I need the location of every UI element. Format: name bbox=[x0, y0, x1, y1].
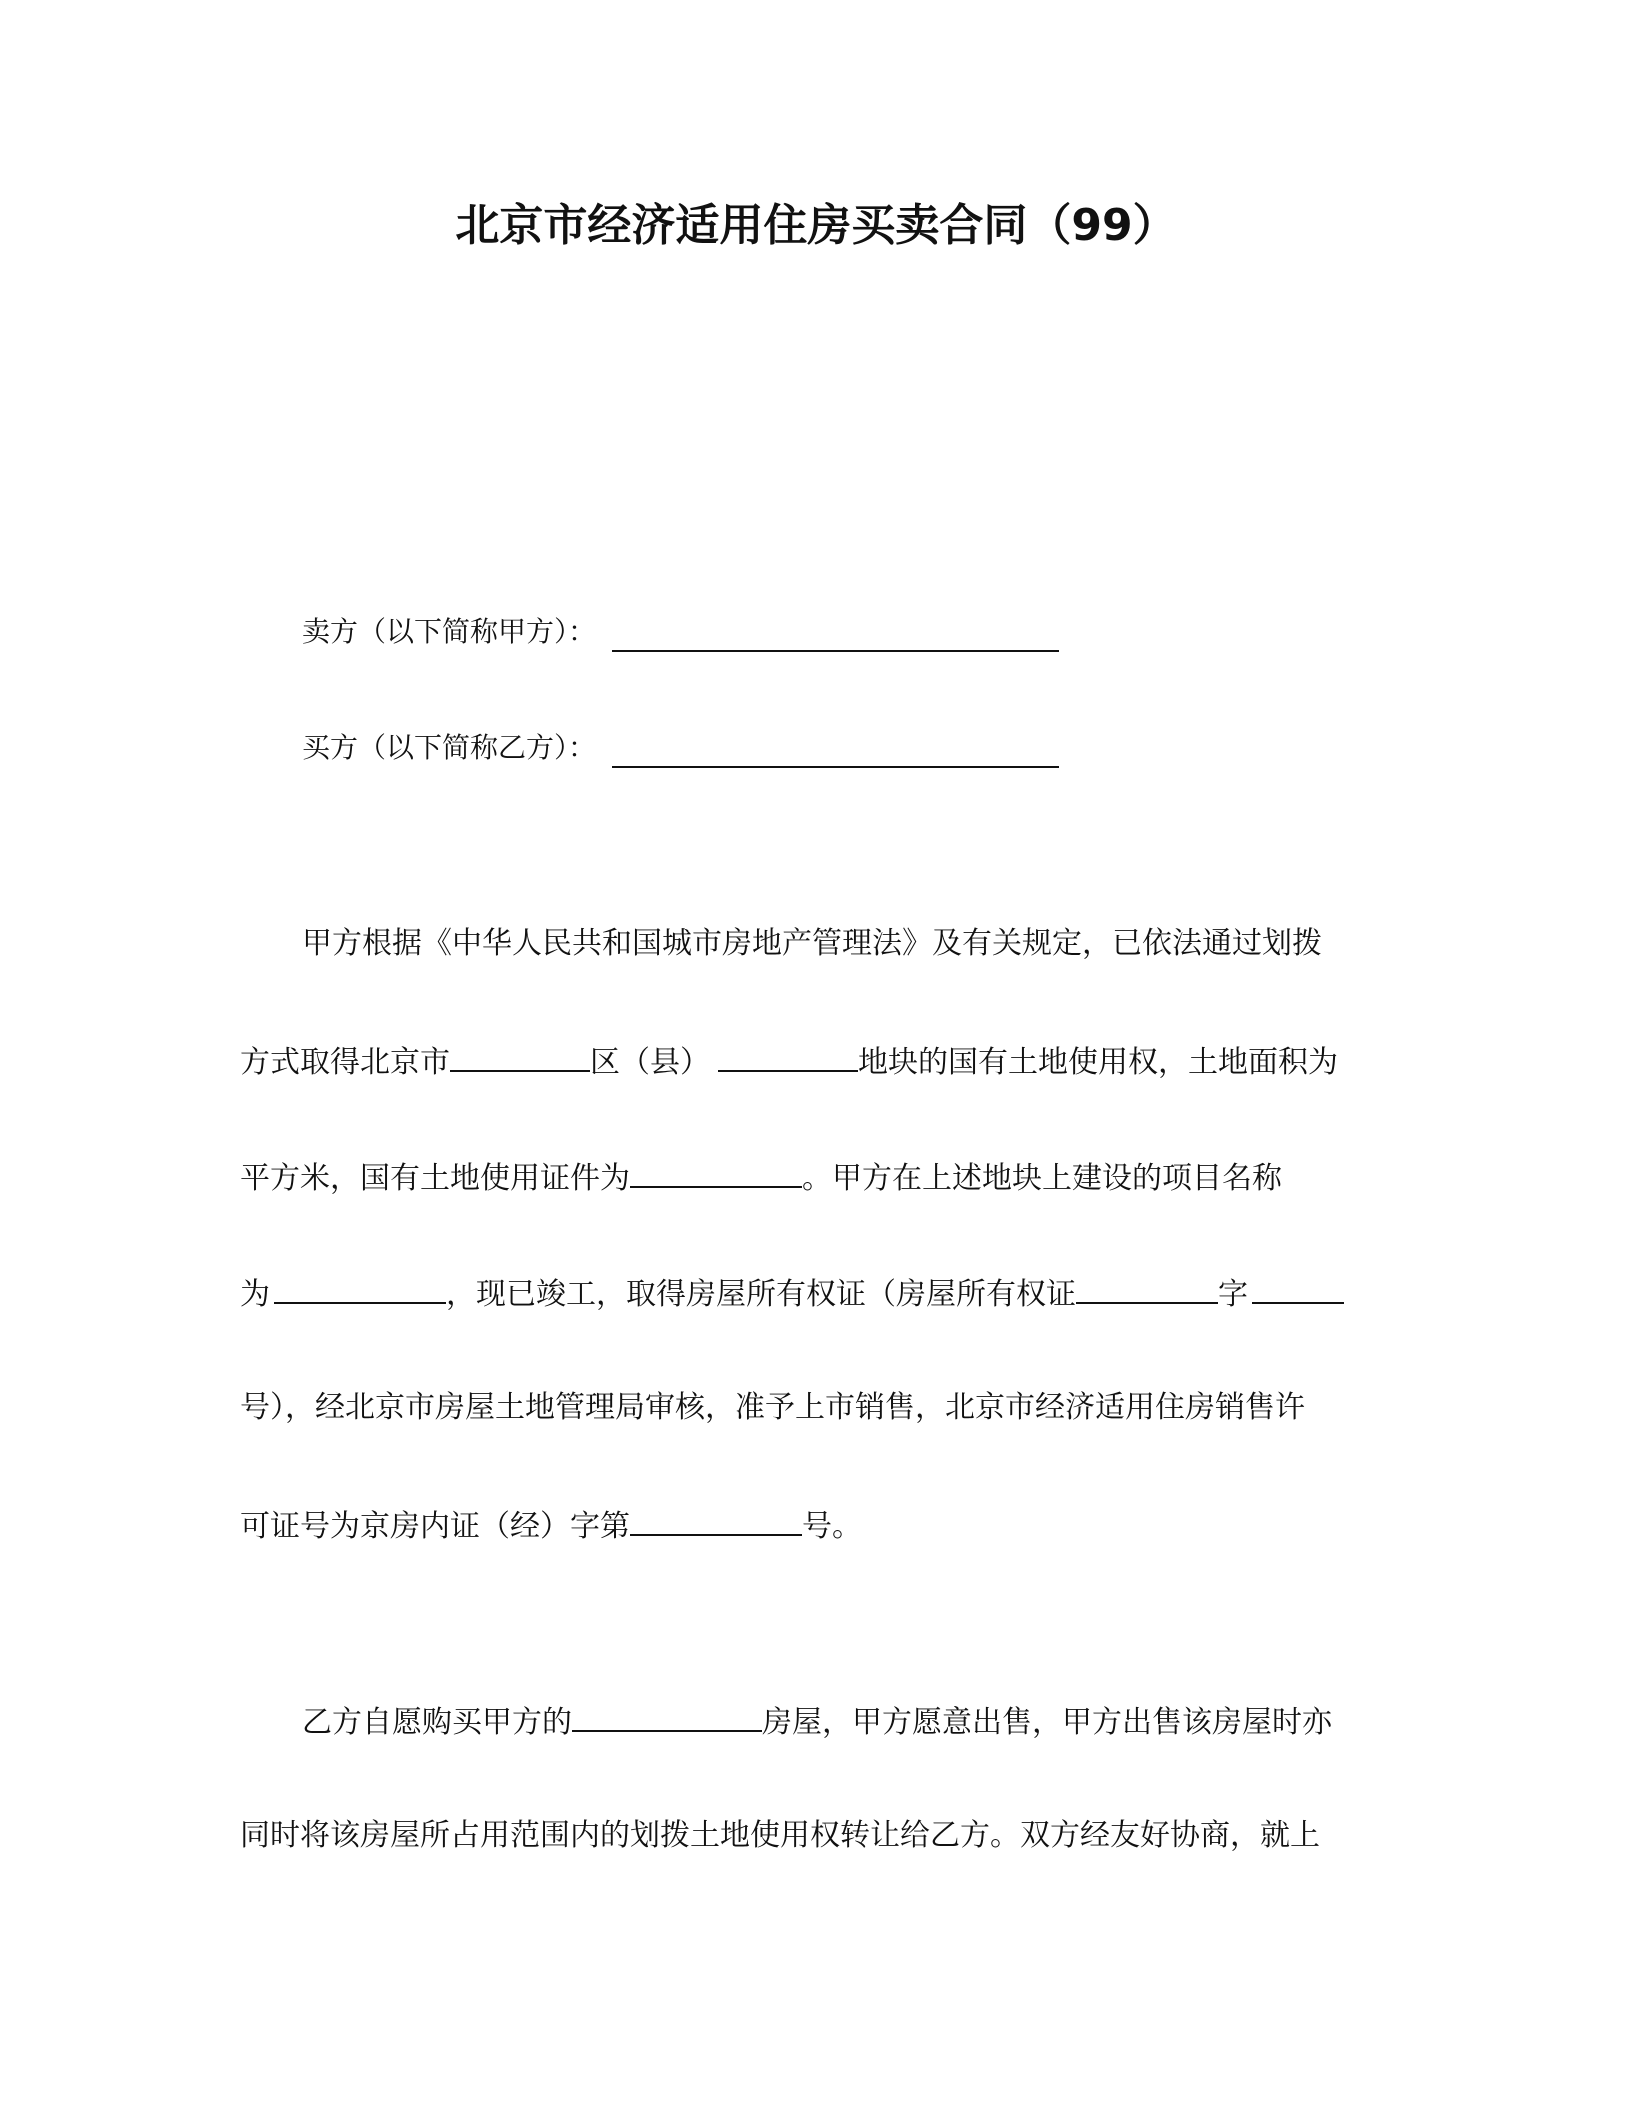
seller-label: 卖方（以下简称甲方）： bbox=[302, 615, 597, 648]
house-blank[interactable] bbox=[572, 1698, 762, 1732]
para1-text-6a: 可证号为京房内证（经）字第 bbox=[240, 1509, 630, 1544]
para1-text-1: 甲方根据《中华人民共和国城市房地产管理法》及有关规定，已依法通过划拨 bbox=[302, 926, 1322, 961]
para1-line-2 bbox=[240, 1038, 1386, 1085]
para1-text-2b: 区（县） bbox=[590, 1045, 710, 1080]
district-blank[interactable] bbox=[450, 1038, 590, 1072]
para1-text-6b: 号。 bbox=[802, 1509, 862, 1544]
para1-text-2a: 方式取得北京市 bbox=[240, 1045, 450, 1080]
para1-line-6 bbox=[240, 1502, 1386, 1549]
para1-text-3b: 。甲方在上述地块上建设的项目名称 bbox=[802, 1161, 1282, 1196]
para2-line-1 bbox=[302, 1698, 1386, 1745]
para1-text-4b: ，现已竣工，取得房屋所有权证（房屋所有权证 bbox=[446, 1277, 1076, 1312]
para1-line-4 bbox=[240, 1270, 1386, 1317]
para1-text-4a: 为 bbox=[240, 1277, 270, 1312]
cert-prefix-blank[interactable] bbox=[1076, 1270, 1218, 1304]
para1-text-5: 号），经北京市房屋土地管理局审核，准予上市销售，北京市经济适用住房销售许 bbox=[240, 1390, 1305, 1425]
document-title: 北京市经济适用住房买卖合同（99） bbox=[455, 200, 1177, 251]
project-name-blank[interactable] bbox=[274, 1270, 446, 1304]
para1-text-4c: 字 bbox=[1218, 1277, 1248, 1312]
buyer-blank[interactable] bbox=[612, 736, 1059, 768]
para1-text-3a: 平方米，国有土地使用证件为 bbox=[240, 1161, 630, 1196]
para2-text-1a: 乙方自愿购买甲方的 bbox=[302, 1705, 572, 1740]
para2-text-1b: 房屋，甲方愿意出售，甲方出售该房屋时亦 bbox=[762, 1705, 1332, 1740]
plot-blank[interactable] bbox=[718, 1038, 858, 1072]
para1-text-2c: 地块的国有土地使用权，土地面积为 bbox=[858, 1045, 1338, 1080]
para2-text-2: 同时将该房屋所占用范围内的划拨土地使用权转让给乙方。双方经友好协商，就上 bbox=[240, 1818, 1320, 1853]
para1-line-1 bbox=[302, 922, 1386, 966]
buyer-row bbox=[302, 728, 1059, 768]
para1-line-5 bbox=[240, 1386, 1386, 1430]
buyer-label: 买方（以下简称乙方）： bbox=[302, 731, 597, 764]
cert-number-blank[interactable] bbox=[1252, 1270, 1344, 1304]
para2-line-2 bbox=[240, 1814, 1386, 1858]
seller-blank[interactable] bbox=[612, 620, 1059, 652]
land-cert-blank[interactable] bbox=[630, 1154, 802, 1188]
para1-line-3 bbox=[240, 1154, 1386, 1201]
seller-row bbox=[302, 612, 1059, 652]
sales-permit-blank[interactable] bbox=[630, 1502, 802, 1536]
